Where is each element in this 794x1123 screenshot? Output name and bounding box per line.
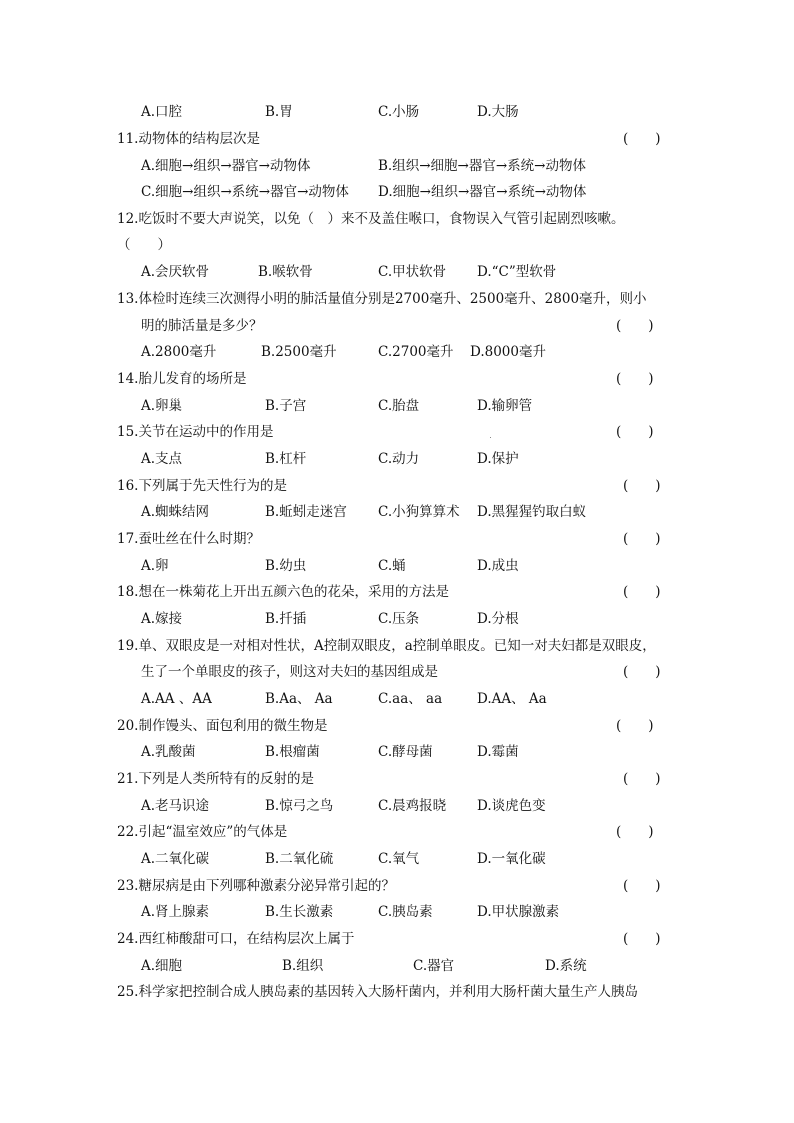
q23-option-c: C.胰岛素 [378, 904, 433, 920]
q10-option-c: C.小肠 [378, 104, 420, 120]
q23-option-a: A.肾上腺素 [141, 904, 210, 920]
q21-answer-bracket: ( ) [623, 771, 661, 787]
q16-stem: 16.下列属于先天性行为的是 [117, 478, 287, 494]
q23-stem: 23.糖尿病是由下列哪种激素分泌异常引起的？ [117, 878, 395, 894]
q17-option-b: B.幼虫 [265, 558, 307, 574]
q24-option-d: D.系统 [545, 958, 587, 974]
q21-option-c: C.晨鸡报晓 [378, 798, 447, 814]
q15-stem: 15.关节在运动中的作用是 [117, 424, 274, 440]
q15-option-d: D.保护 [477, 451, 519, 467]
q16-option-c: C.小狗算算术 [378, 504, 460, 520]
q19-option-a: A.AA 、AA [141, 691, 212, 707]
q17-option-d: D.成虫 [477, 558, 519, 574]
q14-option-b: B.子宫 [265, 398, 307, 414]
q13-stem-continued: 明的肺活量是多少？ [141, 318, 263, 334]
q24-answer-bracket: ( ) [623, 931, 661, 947]
q16-option-b: B.蚯蚓走迷宫 [265, 504, 347, 520]
q21-stem: 21.下列是人类所特有的反射的是 [117, 771, 314, 787]
q20-stem: 20.制作馒头、面包利用的微生物是 [117, 718, 328, 734]
q13-answer-bracket: ( ) [616, 318, 654, 334]
q19-answer-bracket: ( ) [623, 664, 661, 680]
q22-option-d: D.一氧化碳 [477, 851, 546, 867]
q20-answer-bracket: ( ) [616, 718, 654, 734]
q13-option-a: A.2800毫升 [141, 344, 217, 360]
q15-option-c: C.动力 [378, 451, 420, 467]
q20-option-a: A.乳酸菌 [141, 744, 196, 760]
q11-option-a: A.细胞→组织→器官→动物体 [141, 158, 311, 174]
q12-option-a: A.会厌软骨 [141, 264, 210, 280]
q14-stem: 14.胎儿发育的场所是 [117, 371, 247, 387]
q22-option-a: A.二氧化碳 [141, 851, 210, 867]
q17-option-a: A.卵 [141, 558, 169, 574]
q12-option-d: D.“C”型软骨 [477, 264, 557, 280]
q14-answer-bracket: ( ) [616, 371, 654, 387]
q11-option-c: C.细胞→组织→系统→器官→动物体 [141, 184, 349, 200]
q10-option-b: B.胃 [265, 104, 293, 120]
q15-option-b: B.杠杆 [265, 451, 307, 467]
q24-option-b: B.组织 [282, 958, 324, 974]
q14-option-a: A.卵巢 [141, 398, 183, 414]
q25-stem: 25.科学家把控制合成人胰岛素的基因转入大肠杆菌内，并利用大肠杆菌大量生产人胰岛 [117, 984, 638, 1000]
q21-option-a: A.老马识途 [141, 798, 210, 814]
q12-option-c: C.甲状软骨 [378, 264, 447, 280]
q13-stem: 13.体检时连续三次测得小明的肺活量值分别是2700毫升、2500毫升、2800毫升，则小 [117, 291, 647, 307]
q20-option-d: D.霉菌 [477, 744, 519, 760]
q12-answer-bracket: （ ） [117, 237, 171, 253]
q16-option-d: D.黑猩猩钓取白蚁 [477, 504, 587, 520]
q14-option-d: D.输卵管 [477, 398, 533, 414]
q12-option-b: B.喉软骨 [258, 264, 313, 280]
q24-option-c: C.器官 [413, 958, 455, 974]
q22-option-b: B.二氧化硫 [265, 851, 334, 867]
q16-answer-bracket: ( ) [623, 478, 661, 494]
q21-option-b: B.惊弓之鸟 [265, 798, 334, 814]
q11-stem: 11.动物体的结构层次是 [117, 131, 260, 147]
q19-option-d: D.AA、 Aa [477, 691, 547, 707]
q22-stem: 22.引起“温室效应”的气体是 [117, 824, 288, 840]
q23-option-b: B.生长激素 [265, 904, 334, 920]
q16-option-a: A.蜘蛛结网 [141, 504, 210, 520]
q17-answer-bracket: ( ) [623, 531, 661, 547]
q19-stem: 19.单、双眼皮是一对相对性状，A控制双眼皮，a控制单眼皮。已知一对夫妇都是双眼皮， [117, 638, 656, 654]
q18-option-c: C.压条 [378, 611, 420, 627]
q23-answer-bracket: ( ) [623, 878, 661, 894]
q18-option-b: B.扦插 [265, 611, 307, 627]
q17-option-c: C.蛹 [378, 558, 406, 574]
q10-option-d: D.大肠 [477, 104, 519, 120]
q19-option-c: C.aa、 aa [378, 691, 443, 707]
q15-answer-bracket: ( ) [616, 424, 654, 440]
q24-option-a: A.细胞 [141, 958, 183, 974]
q13-option-d: D.8000毫升 [470, 344, 546, 360]
q21-option-d: D.谈虎色变 [477, 798, 546, 814]
q18-option-d: D.分根 [477, 611, 519, 627]
q23-option-d: D.甲状腺激素 [477, 904, 560, 920]
q17-stem: 17.蚕吐丝在什么时期？ [117, 531, 260, 547]
q11-answer-bracket: ( ) [623, 131, 661, 147]
q22-answer-bracket: ( ) [616, 824, 654, 840]
q15-option-a: A.支点 [141, 451, 183, 467]
q11-option-b: B.组织→细胞→器官→系统→动物体 [378, 158, 586, 174]
q18-stem: 18.想在一株菊花上开出五颜六色的花朵，采用的方法是 [117, 584, 449, 600]
q19-option-b: B.Aa、 Aa [265, 691, 333, 707]
q14-option-c: C.胎盘 [378, 398, 420, 414]
q18-answer-bracket: ( ) [623, 584, 661, 600]
q11-option-d: D.细胞→组织→器官→系统→动物体 [378, 184, 587, 200]
q20-option-c: C.酵母菌 [378, 744, 433, 760]
q13-option-c: C.2700毫升 [378, 344, 454, 360]
q24-stem: 24.西红柿酸甜可口，在结构层次上属于 [117, 931, 355, 947]
q13-option-b: B.2500毫升 [261, 344, 337, 360]
q22-option-c: C.氧气 [378, 851, 420, 867]
q19-stem-continued: 生了一个单眼皮的孩子，则这对夫妇的基因组成是 [141, 664, 438, 680]
q10-option-a: A.口腔 [141, 104, 183, 120]
q12-stem: 12.吃饭时不要大声说笑，以免（ ）来不及盖住喉口，食物误入气管引起剧烈咳嗽。 [117, 211, 625, 227]
q20-option-b: B.根瘤菌 [265, 744, 320, 760]
q18-option-a: A.嫁接 [141, 611, 183, 627]
scan-speck [490, 437, 491, 438]
